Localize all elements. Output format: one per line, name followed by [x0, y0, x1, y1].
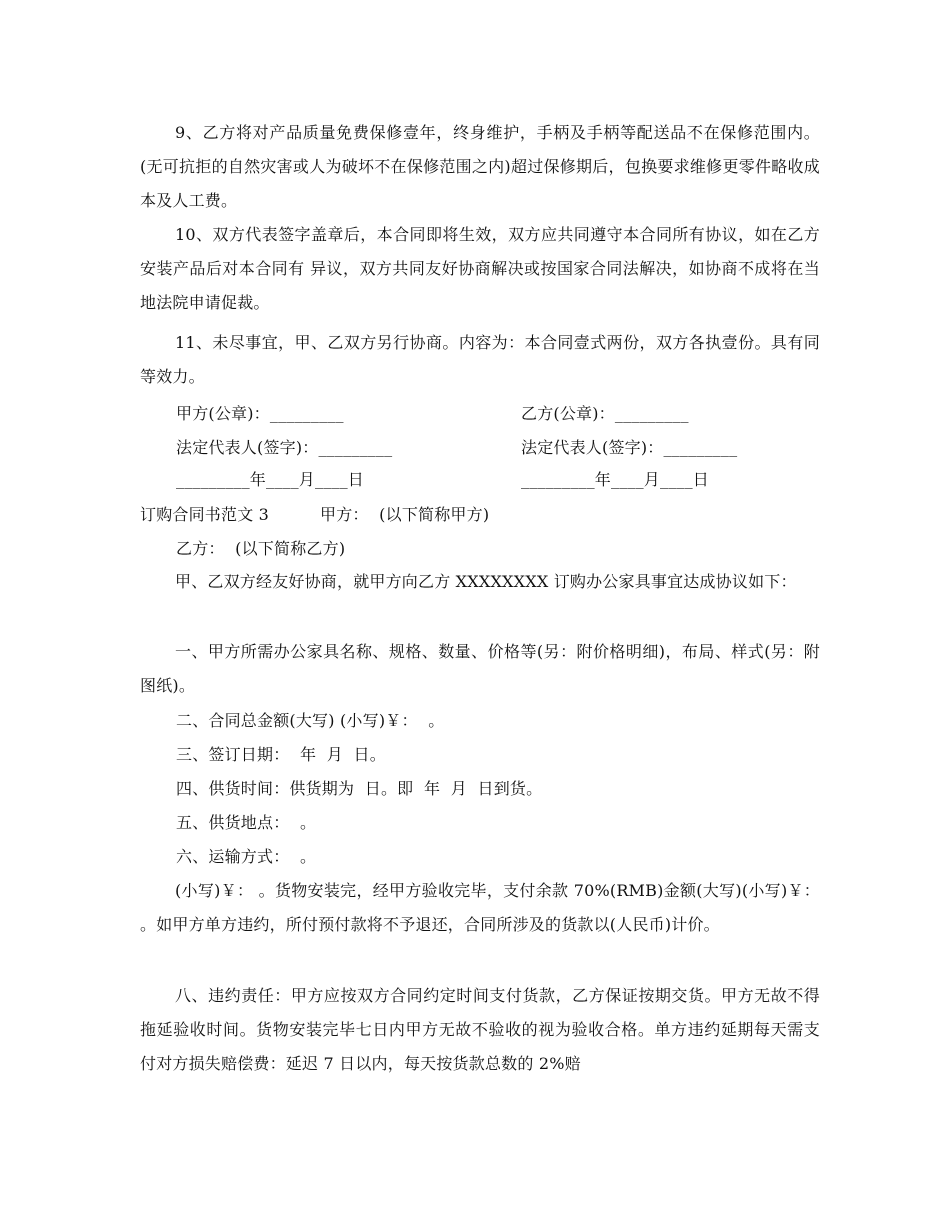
item-1: 一、甲方所需办公家具名称、规格、数量、价格等(另：附价格明细)，布局、样式(另：附图纸)。 [140, 642, 820, 695]
clause-9: 9、乙方将对产品质量免费保修壹年，终身维护，手柄及手柄等配送品不在保修范围内。(无可抗拒的自然灾害或人为破坏不在保修范围之内)超过保修期后，包换要求维修更零件略收成本及人工费。 [140, 123, 820, 210]
sample3-title: 订购合同书范文 3 [140, 505, 270, 524]
party-b-line: 乙方： (以下简称乙方) [176, 539, 346, 558]
party-b-date: _________年____月____日 [521, 470, 710, 489]
item-4: 四、供货时间：供货期为 日。即 年 月 日到货。 [176, 779, 543, 798]
party-b-representative: 法定代表人(签字)：_________ [521, 438, 738, 457]
party-b-seal: 乙方(公章)：_________ [521, 404, 689, 423]
clause-11: 11、未尽事宜，甲、乙双方另行协商。内容为：本合同壹式两份，双方各执壹份。具有同等效力。 [140, 333, 820, 386]
clause-10: 10、双方代表签字盖章后，本合同即将生效，双方应共同遵守本合同所有协议，如在乙方安装产品后对本合同有 异议，双方共同友好协商解决或按国家合同法解决，如协商不成将在当地法院申请促裁。 [140, 225, 820, 312]
item-2: 二、合同总金额(大写) (小写)￥： 。 [176, 711, 445, 730]
intro-paragraph: 甲、乙双方经友好协商，就甲方向乙方 XXXXXXXX 订购办公家具事宜达成协议如下： [175, 572, 797, 591]
item-6: 六、运输方式： 。 [176, 847, 317, 866]
item-3: 三、签订日期： 年 月 日。 [176, 745, 386, 764]
item-8-liability: 八、违约责任：甲方应按双方合同约定时间支付货款，乙方保证按期交货。甲方无故不得拖延验收时间。货物安装完毕七日内甲方无故不验收的视为验收合格。单方违约延期每天需支付对方损失赔偿费：延迟 7 日以内，每天按货款总数的 2%赔 [140, 986, 820, 1073]
item-5: 五、供货地点： 。 [176, 813, 317, 832]
party-a-seal: 甲方(公章)：_________ [176, 404, 344, 423]
party-a-line: 甲方： (以下简称甲方) [320, 505, 490, 524]
party-a-date: _________年____月____日 [176, 470, 365, 489]
party-a-representative: 法定代表人(签字)：_________ [176, 438, 393, 457]
payment-paragraph: (小写)￥： 。货物安装完，经甲方验收完毕，支付余款 70%(RMB)金额(大写)(小写)￥： 。如甲方单方违约，所付预付款将不予退还，合同所涉及的货款以(人民币)计价。 [140, 881, 820, 934]
